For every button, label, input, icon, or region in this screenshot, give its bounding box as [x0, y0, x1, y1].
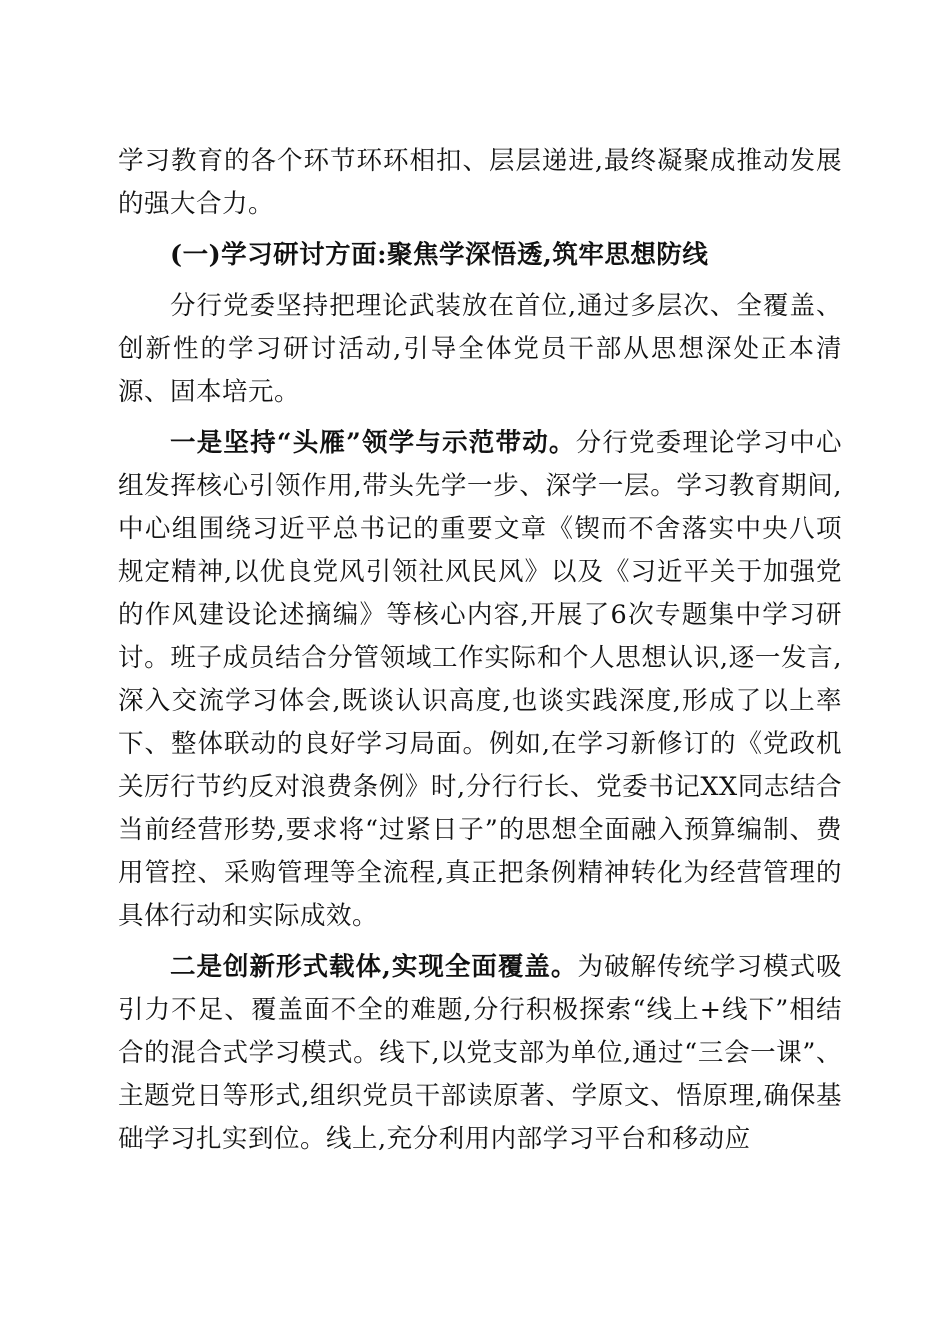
paragraph-continuation: 学习教育的各个环节环环相扣、层层递进,最终凝聚成推动发展的强大合力。 — [118, 146, 842, 219]
point-one-lead: 一是坚持“头雁”领学与示范带动。 — [170, 428, 576, 458]
point-two-lead: 二是创新形式载体,实现全面覆盖。 — [170, 952, 578, 982]
paragraph-gap — [118, 938, 842, 946]
paragraph-point-one — [118, 422, 842, 938]
point-one-body: 分行党委理论学习中心组发挥核心引领作用,带头先学一步、深学一层。学习教育期间,中心组围绕习近平总书记的重要文章《锲而不舍落实中央八项规定精神,以优良党风引领社风民风》以及《习近平关于加强党的作风建设论述摘编》等核心内容,开展了6次专题集中学习研讨。班子成员结合分管领域工作实际和个人思想认识,逐一发言,深入交流学习体会,既谈认识高度,也谈实践深度,形成了以上率下、整体联动的良好学习局面。例如,在学习新修订的《党政机关厉行节约反对浪费条例》时,分行行长、党委书记XX同志结合当前经营形势,要求将“过紧日子”的思想全面融入预算编制、费用管控、采购管理等全流程,真正把条例精神转化为经营管理的具体行动和实际成效。 — [118, 428, 842, 931]
paragraph-point-two — [118, 946, 842, 1161]
paragraph-gap — [118, 277, 842, 285]
document-page — [118, 140, 842, 1161]
paragraph-intro: 分行党委坚持把理论武装放在首位,通过多层次、全覆盖、创新性的学习研讨活动,引导全体党员干部从思想深处正本清源、固本培元。 — [118, 291, 842, 407]
paragraph-gap — [118, 226, 842, 234]
section-heading: (一)学习研讨方面:聚焦学深悟透,筑牢思想防线 — [170, 240, 709, 270]
paragraph-gap — [118, 414, 842, 422]
point-two-body: 为破解传统学习模式吸引力不足、覆盖面不全的难题,分行积极探索“线上+线下”相结合的混合式学习模式。线下,以党支部为单位,通过“三会一课”、主题党日等形式,组织党员干部读原著、学原文、悟原理,确保基础学习扎实到位。线上,充分利用内部学习平台和移动应 — [118, 952, 842, 1154]
